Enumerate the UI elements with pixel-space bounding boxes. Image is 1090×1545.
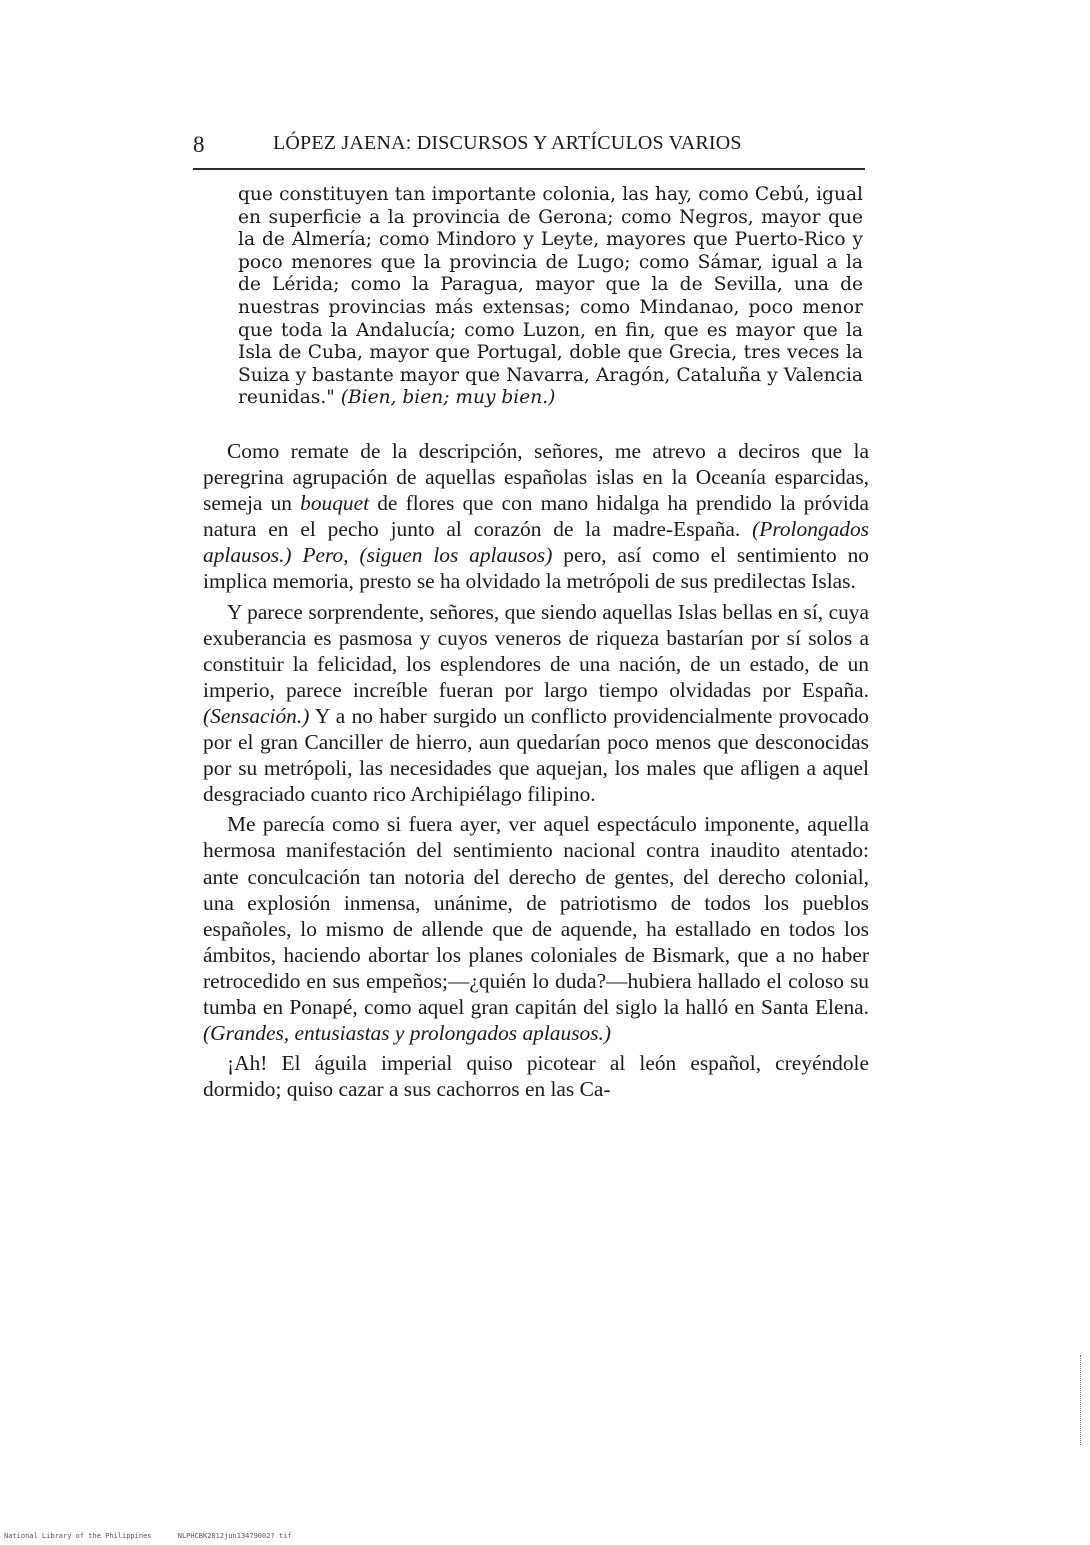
paragraph-2 [203, 599, 869, 808]
quote-aside: (Bien, bien; muy bien.) [340, 387, 556, 409]
aside-sensacion: (Sensación.) [203, 703, 310, 728]
body-text [203, 438, 869, 1106]
quoted-passage [238, 184, 863, 410]
aside-grandes-aplausos: (Grandes, entusiastas y prolongados aplausos.) [203, 1021, 612, 1046]
footer-library: National Library of the Philippines [4, 1532, 152, 1540]
aside-aplausos: (Prolongados aplausos.) [203, 517, 869, 568]
paragraph-1-text: Como remate de la descripción, señores, me atrevo a deciros que la peregrina agrupación de aquellas españolas islas en la Oceanía esparcidas, semeja un [203, 439, 869, 516]
quote-text: que constituyen tan importante colonia, las hay, como Cebú, igual en superficie a la provincia de Gerona; como Negros, mayor que la de Almería; como Mindoro y Leyte, mayores que Puerto-Rico y poco menores que la provincia de Lugo; como Sámar, igual a la de Lérida; como la Paragua, mayor que la de Sevilla, una de nuestras provincias más extensas; como Mindanao, poco menor que toda la Andalucía; como Luzon, en fin, que es mayor que la Isla de Cuba, mayor que Portugal, doble que Grecia, tres veces la Suiza y bastante mayor que Navarra, Aragón, Cataluña y Valencia reunidas." [238, 184, 863, 409]
page-number: 8 [193, 132, 205, 157]
italic-bouquet: bouquet [300, 491, 370, 516]
paragraph-4-text: ¡Ah! El águila imperial quiso picotear al león español, creyéndole dormido; quiso cazar a sus cachorros en las Ca- [203, 1051, 869, 1102]
quote-paragraph [238, 184, 863, 410]
paragraph-3 [203, 811, 869, 1046]
footer-file-id: NLPHCBK2012jun13479002? tif [177, 1532, 292, 1540]
running-title: LÓPEZ JAENA: DISCURSOS Y ARTÍCULOS VARIOS [273, 132, 742, 154]
paragraph-1-text: pero, así como el sentimiento no implica memoria, presto se ha olvidado la metrópoli de sus predilectas Islas. [203, 543, 869, 594]
paragraph-1 [203, 438, 869, 595]
paragraph-2-text: Y parece sorprendente, señores, que siendo aquellas Islas bellas en sí, cuya exuberancia es pasmosa y cuyos veneros de riqueza bastarían por sí solos a constituir la felicidad, los esplendores de una nación, de un estado, de un imperio, parece increíble fueran por largo tiempo olvidadas por España. [203, 599, 869, 702]
paragraph-3-text: Me parecía como si fuera ayer, ver aquel espectáculo imponente, aquella hermosa manifestación del sentimiento nacional contra inaudito atentado: ante conculcación tan notoria del derecho de gentes, del derecho colonial, una explosión inmensa, unánime, de patriotismo de todos los pueblos españoles, lo mismo de allende que de aquende, ha estallado en todos los ámbitos, haciendo abortar los planes coloniales de Bismark, que a no haber retrocedido en sus empeños;—¿quién lo duda?—hubiera hallado el coloso su tumba en Ponapé, como aquel gran capitán del siglo la halló en Santa Elena. [203, 812, 869, 1019]
page-header [193, 128, 865, 170]
scan-footer [4, 1532, 314, 1540]
paragraph-2-text: Y a no haber surgido un conflicto providencialmente provocado por el gran Canciller de hierro, aun quedarían poco menos que desconocidas por su metrópoli, las necesidades que aquejan, los males que afligen a aquel desgraciado cuanto rico Archipiélago filipino. [203, 703, 869, 807]
paragraph-4 [203, 1050, 869, 1102]
paragraph-1-text: de flores que con mano hidalga ha prendido la próvida natura en el pecho junto al corazón de la madre-España. [203, 491, 869, 542]
scan-edge-marks [1080, 1355, 1084, 1445]
aside-siguen: Pero, (siguen los aplausos) [302, 543, 553, 568]
spacer [292, 543, 303, 567]
